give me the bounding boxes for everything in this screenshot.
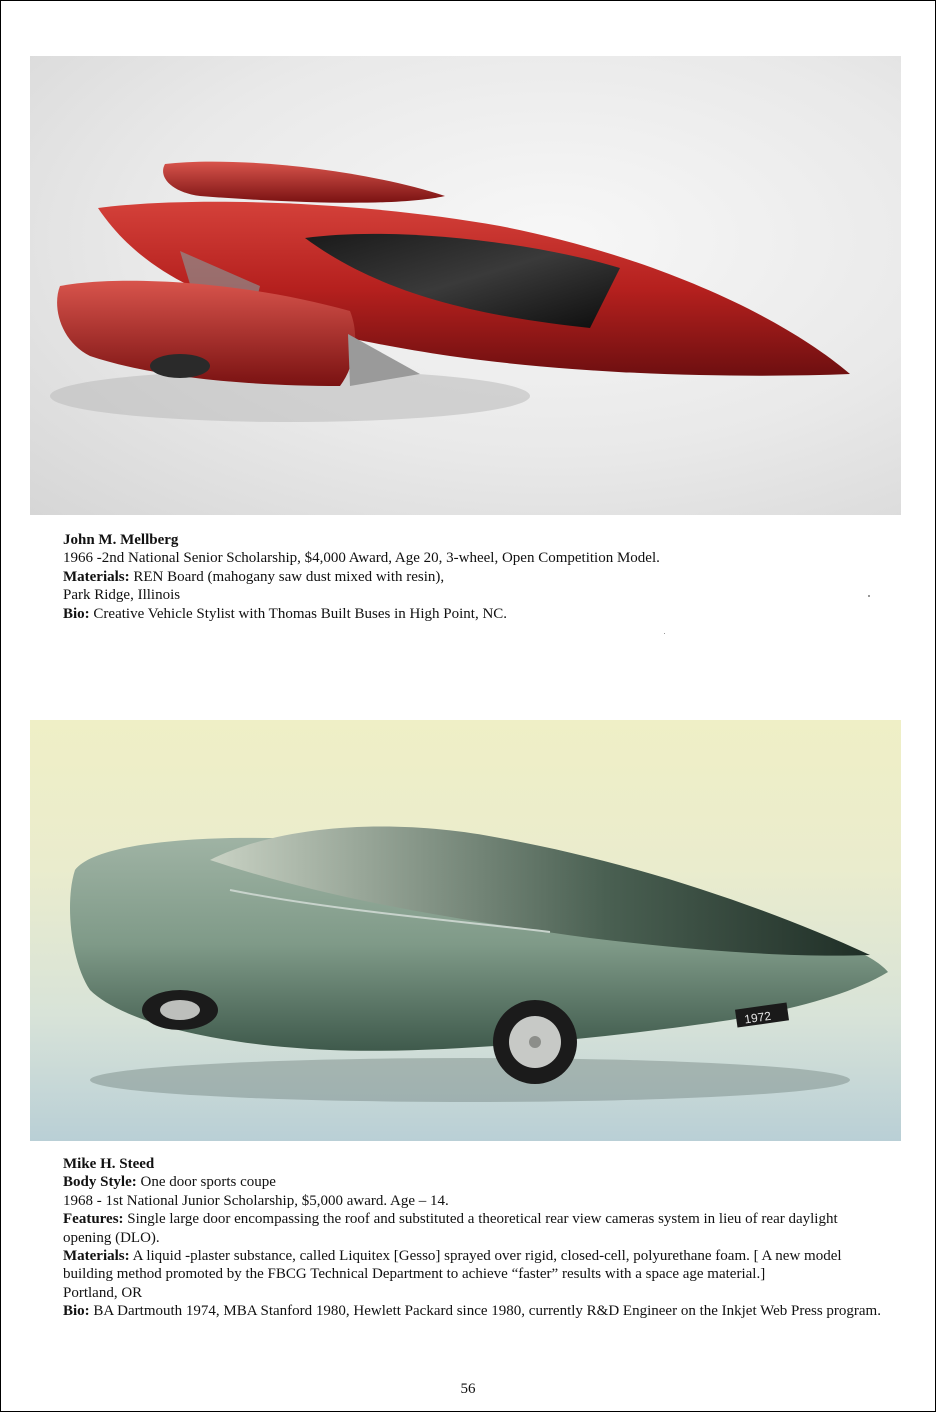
coupe-illustration xyxy=(30,720,901,1141)
features-line xyxy=(63,1210,883,1247)
location-line: Park Ridge, Illinois xyxy=(63,587,181,604)
materials-line xyxy=(63,568,883,586)
body-style-line xyxy=(63,1173,883,1191)
materials-line xyxy=(63,1247,883,1284)
features-text: Single large door encompassing the roof and substituted a theoretical rear view cameras system in lieu of rear daylight opening (DLO). xyxy=(63,1211,838,1246)
license-plate-text: 1972 xyxy=(743,1008,772,1027)
materials-label: Materials: xyxy=(63,568,130,585)
award-line: 1966 -2nd National Senior Scholarship, $4,000 Award, Age 20, 3-wheel, Open Competition Model. xyxy=(63,550,660,567)
red-3-wheel-car-photo xyxy=(30,56,901,515)
award-line: 1968 - 1st National Junior Scholarship, $5,000 award. Age – 14. xyxy=(63,1192,449,1209)
caption-john-mellberg xyxy=(63,531,883,623)
bio-text: Creative Vehicle Stylist with Thomas Built Buses in High Point, NC. xyxy=(89,605,508,622)
page-number: 56 xyxy=(460,1381,476,1397)
designer-name: John M. Mellberg xyxy=(63,532,179,548)
body-style-text: One door sports coupe xyxy=(136,1174,276,1191)
bio-label: Bio: xyxy=(63,1303,90,1320)
red-car-illustration xyxy=(30,56,901,515)
bio-label: Bio: xyxy=(63,605,90,622)
materials-text: REN Board (mahogany saw dust mixed with resin), xyxy=(129,568,445,585)
sports-coupe-photo xyxy=(30,720,901,1141)
print-speck xyxy=(664,633,665,634)
designer-name: Mike H. Steed xyxy=(63,1156,155,1172)
caption-mike-steed xyxy=(63,1155,883,1321)
features-label: Features: xyxy=(63,1211,124,1228)
materials-label: Materials: xyxy=(63,1248,130,1265)
body-style-label: Body Style: xyxy=(63,1174,137,1191)
bio-line xyxy=(63,605,883,623)
location-line: Portland, OR xyxy=(63,1284,143,1301)
print-speck xyxy=(868,595,870,597)
materials-text: A liquid -plaster substance, called Liquitex [Gesso] sprayed over rigid, closed-cell, polyurethane foam. [ A new model building method promoted by the FBCG Technical Department to achieve “faster” results with a space age material.] xyxy=(63,1248,842,1283)
bio-line xyxy=(63,1302,883,1320)
bio-text: BA Dartmouth 1974, MBA Stanford 1980, Hewlett Packard since 1980, currently R&D Engineer on the Inkjet Web Press program. xyxy=(89,1303,881,1320)
